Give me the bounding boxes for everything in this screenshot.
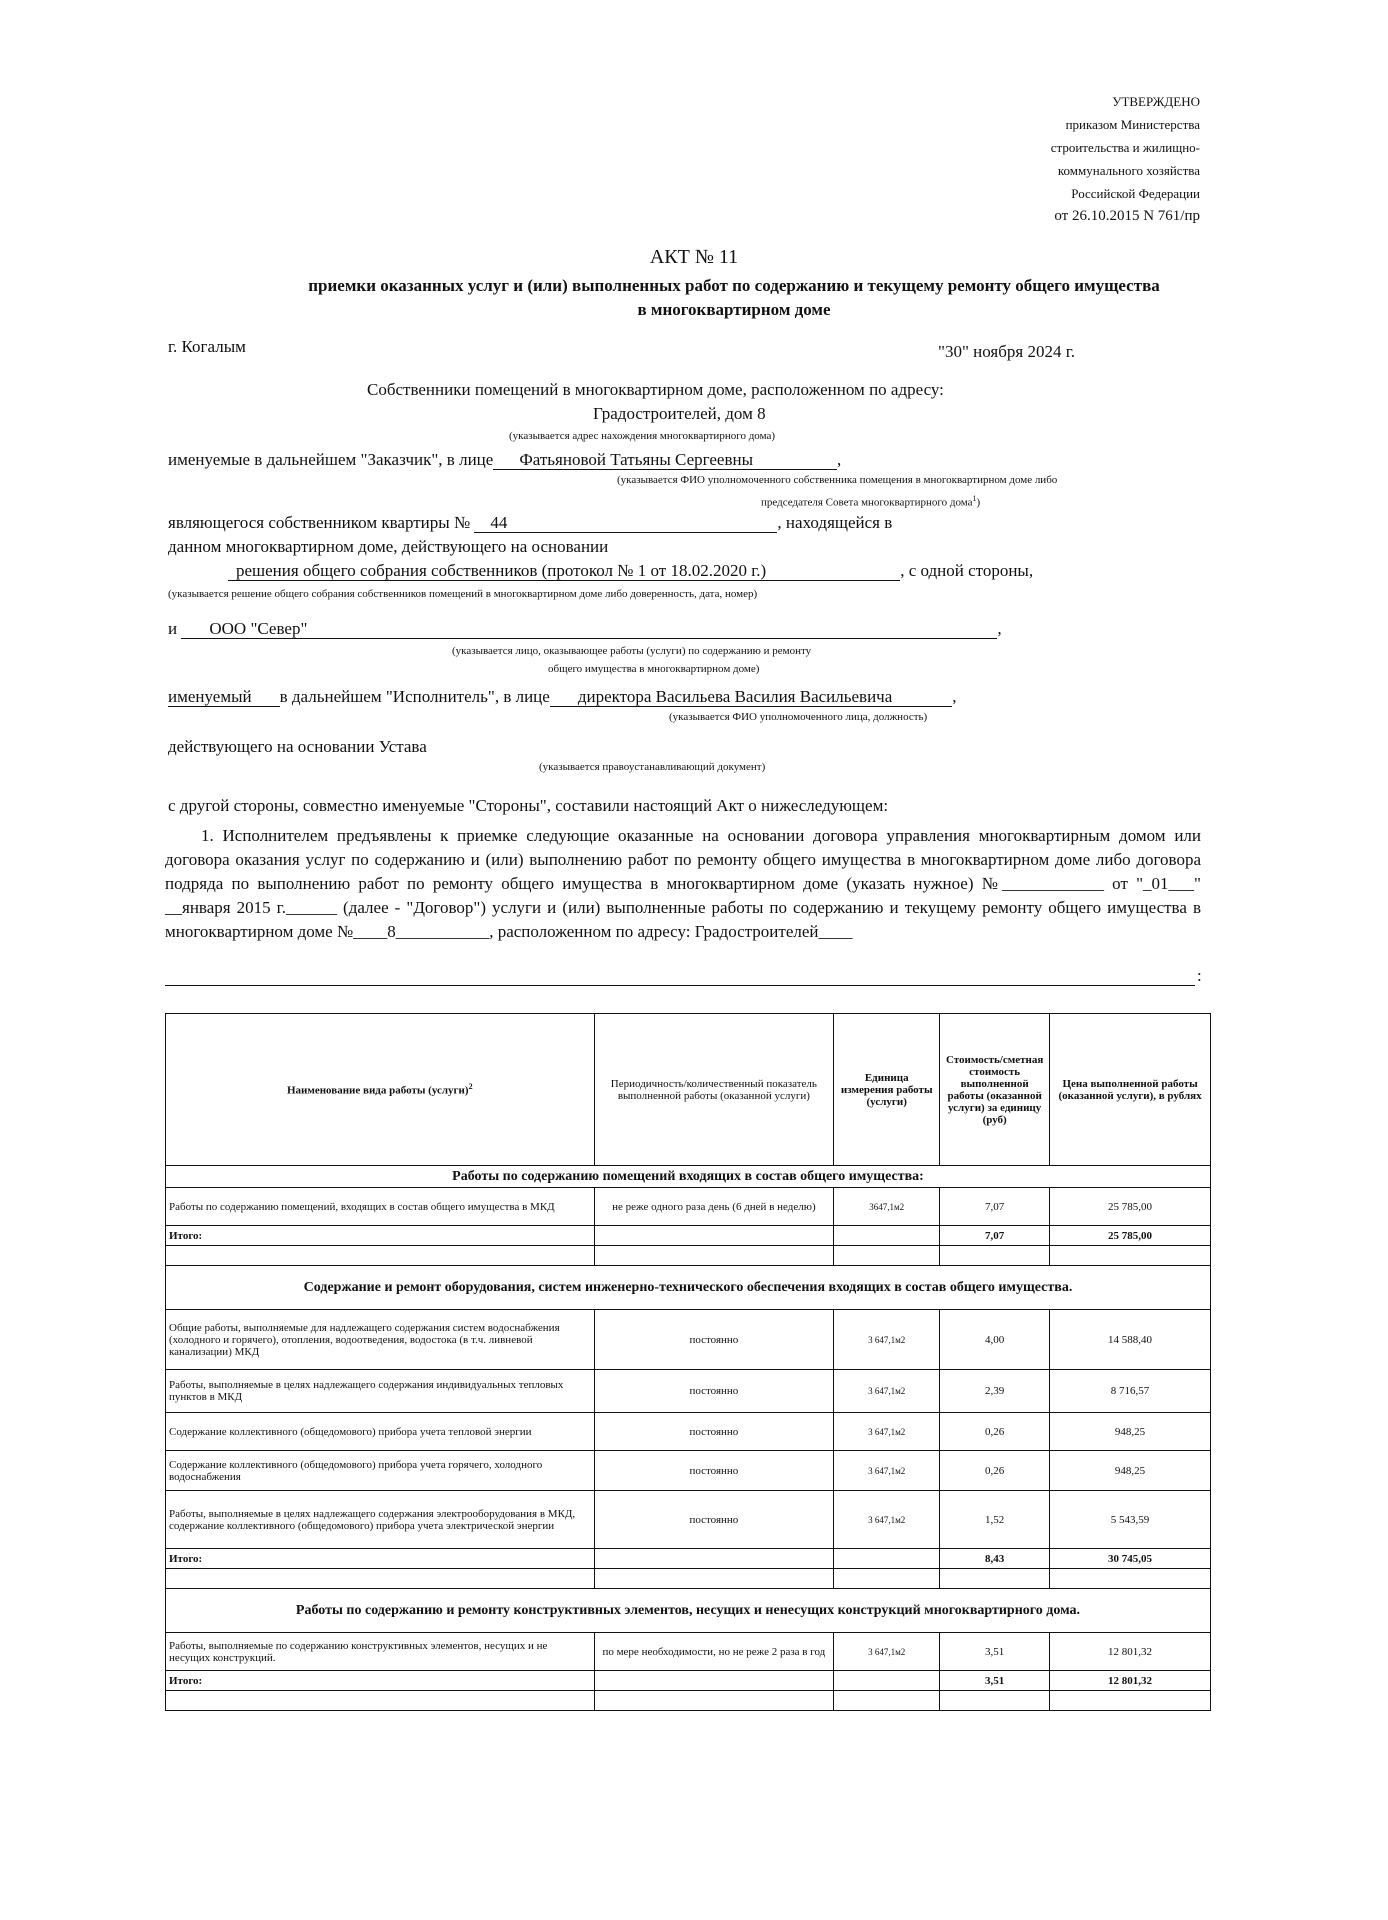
address-underline xyxy=(165,985,1195,986)
other-side: с другой стороны, совместно именуемые "Стороны", составили настоящий Акт о нижеследующем: xyxy=(168,796,889,815)
cell-period: постоянно xyxy=(594,1413,834,1451)
empty-cell xyxy=(594,1226,834,1246)
customer-hint-close: ) xyxy=(976,496,981,509)
section-title: Работы по содержанию и ремонту конструктивных элементов, несущих и ненесущих конструкций многоквартирного дома. xyxy=(166,1589,1211,1633)
table-header-row xyxy=(166,1014,1211,1166)
apartment-prefix: являющегося собственником квартиры № xyxy=(168,513,471,532)
header-name xyxy=(166,1014,595,1166)
footnote-mark: 1 xyxy=(972,494,977,503)
executor-middle: в дальнейшем "Исполнитель", в лице xyxy=(279,687,550,706)
cell-period: по мере необходимости, но не реже 2 раза в год xyxy=(594,1633,834,1671)
act-subtitle-2: в многоквартирном доме xyxy=(637,300,831,319)
contractor-name: ООО "Север" xyxy=(181,620,997,639)
basis-value-line xyxy=(228,561,1033,581)
cell-cost: 0,26 xyxy=(940,1451,1050,1491)
cell-cost: 1,52 xyxy=(940,1491,1050,1549)
total-row xyxy=(166,1671,1211,1691)
cell-unit: 3 647,1м2 xyxy=(834,1310,940,1370)
acting-basis: действующего на основании Устава xyxy=(168,737,427,756)
total-row xyxy=(166,1226,1211,1246)
header-name-text: Наименование вида работы (услуги) xyxy=(286,1084,469,1097)
section-row xyxy=(166,1589,1211,1633)
cell-unit: 3 647,1м2 xyxy=(834,1491,940,1549)
spacer-row xyxy=(166,1246,1211,1266)
cell-cost: 4,00 xyxy=(940,1310,1050,1370)
table-row xyxy=(166,1310,1211,1370)
place: г. Когалым xyxy=(168,337,246,356)
approval-line: строительства и жилищно- xyxy=(1050,140,1200,155)
executor-prefix: именуемый xyxy=(168,688,280,707)
empty-cell xyxy=(834,1549,940,1569)
table-row xyxy=(166,1451,1211,1491)
customer-hint-2 xyxy=(761,494,980,509)
table-row xyxy=(166,1413,1211,1451)
section-row xyxy=(166,1166,1211,1188)
approval-line: приказом Министерства xyxy=(1065,117,1200,132)
approval-line: УТВЕРЖДЕНО xyxy=(1112,94,1200,109)
cell-period: не реже одного раза день (6 дней в неделю) xyxy=(594,1188,834,1226)
header-period: Периодичность/количественный показатель выполненной работы (оказанной услуги) xyxy=(594,1014,834,1166)
cell-unit: 3 647,1м2 xyxy=(834,1633,940,1671)
works-table xyxy=(165,1013,1211,1711)
footnote-mark: 2 xyxy=(468,1082,473,1092)
cell-unit: 3 647,1м2 xyxy=(834,1413,940,1451)
owners-intro: Собственники помещений в многоквартирном доме, расположенном по адресу: xyxy=(367,380,944,399)
act-date: "30" ноября 2024 г. xyxy=(938,342,1075,361)
executor-line xyxy=(168,687,957,707)
cell-price: 948,25 xyxy=(1050,1451,1211,1491)
cell-name: Содержание коллективного (общедомового) прибора учета горячего, холодного водоснабжения xyxy=(166,1451,595,1491)
table-row xyxy=(166,1370,1211,1413)
approval-line: от 26.10.2015 N 761/пр xyxy=(1054,208,1200,224)
section-row xyxy=(166,1266,1211,1310)
cell-cost: 7,07 xyxy=(940,1188,1050,1226)
cell-name: Работы, выполняемые в целях надлежащего содержания электрооборудования в МКД, содержание коллективного (общедомового) прибора учета электрической энергии xyxy=(166,1491,595,1549)
cell-price: 948,25 xyxy=(1050,1413,1211,1451)
cell-price: 25 785,00 xyxy=(1050,1188,1211,1226)
total-cost: 7,07 xyxy=(940,1226,1050,1246)
table-row xyxy=(166,1188,1211,1226)
apartment-suffix: , находящейся в xyxy=(777,513,893,532)
table-row xyxy=(166,1491,1211,1549)
executor-person: директора Васильева Василия Васильевича xyxy=(550,688,952,707)
section-title: Содержание и ремонт оборудования, систем инженерно-технического обеспечения входящих в состав общего имущества. xyxy=(166,1266,1211,1310)
paragraph-end: : xyxy=(1197,966,1202,985)
cell-unit: 3 647,1м2 xyxy=(834,1451,940,1491)
cell-name: Общие работы, выполняемые для надлежащего содержания систем водоснабжения (холодного и горячего), отопления, водоотведения, водостока (в т.ч. ливневой канализации) МКД xyxy=(166,1310,595,1370)
cell-cost: 2,39 xyxy=(940,1370,1050,1413)
approval-line: коммунального хозяйства xyxy=(1057,163,1200,178)
contractor-hint: (указывается лицо, оказывающее работы (услуги) по содержанию и ремонту xyxy=(452,645,812,657)
cell-period: постоянно xyxy=(594,1491,834,1549)
total-cost: 8,43 xyxy=(940,1549,1050,1569)
cell-period: постоянно xyxy=(594,1370,834,1413)
cell-price: 8 716,57 xyxy=(1050,1370,1211,1413)
cell-unit: 3 647,1м2 xyxy=(834,1370,940,1413)
total-label: Итого: xyxy=(166,1671,595,1691)
header-cost: Стоимость/сметная стоимость выполненной работы (оказанной услуги) за единицу (руб) xyxy=(940,1014,1050,1166)
cell-price: 14 588,40 xyxy=(1050,1310,1211,1370)
table-row xyxy=(166,1633,1211,1671)
act-subtitle: приемки оказанных услуг и (или) выполненных работ по содержанию и текущему ремонту общего имущества xyxy=(308,276,1160,295)
cell-cost: 3,51 xyxy=(940,1633,1050,1671)
act-title: АКТ № 11 xyxy=(649,246,739,268)
empty-cell xyxy=(594,1549,834,1569)
spacer-row xyxy=(166,1569,1211,1589)
cell-unit: 3647,1м2 xyxy=(834,1188,940,1226)
total-price: 30 745,05 xyxy=(1050,1549,1211,1569)
basis-suffix: , с одной стороны, xyxy=(900,561,1034,580)
and-label: и xyxy=(168,619,178,638)
customer-hint: (указывается ФИО уполномоченного собственника помещения в многоквартирном доме либо xyxy=(617,474,1058,486)
empty-cell xyxy=(594,1671,834,1691)
total-price: 12 801,32 xyxy=(1050,1671,1211,1691)
total-row xyxy=(166,1549,1211,1569)
spacer-row xyxy=(166,1691,1211,1711)
cell-name: Содержание коллективного (общедомового) прибора учета тепловой энергии xyxy=(166,1413,595,1451)
customer-line xyxy=(168,450,841,470)
acting-hint: (указывается правоустанавливающий документ) xyxy=(539,761,766,773)
apartment-number: 44 xyxy=(474,514,777,533)
cell-period: постоянно xyxy=(594,1310,834,1370)
total-cost: 3,51 xyxy=(940,1671,1050,1691)
address-hint: (указывается адрес нахождения многоквартирного дома) xyxy=(509,430,776,442)
basis-line: данном многоквартирном доме, действующего на основании xyxy=(168,537,609,556)
cell-name: Работы по содержанию помещений, входящих в состав общего имущества в МКД xyxy=(166,1188,595,1226)
approval-block xyxy=(1051,90,1200,228)
address: Градостроителей, дом 8 xyxy=(593,404,766,423)
basis-value: решения общего собрания собственников (протокол № 1 от 18.02.2020 г.) xyxy=(228,562,900,581)
comma: , xyxy=(952,687,957,706)
header-unit: Единица измерения работы (услуги) xyxy=(834,1014,940,1166)
basis-hint: (указывается решение общего собрания собственников помещений в многоквартирном доме либо доверенность, дата, номер) xyxy=(168,588,758,600)
paragraph-1: 1. Исполнителем предъявлены к приемке следующие оказанные на основании договора управления многоквартирным домом или договора оказания услуг по содержанию и (или) выполнению работ по ремонту общего имущества в многоквартирном доме либо договора подряда по выполнению работ по ремонту общего имущества в многоквартирном доме (указать нужное) №____________ от "_01___" __января 2015 г.______ (далее - "Договор") услуги и (или) выполненные работы по содержанию и текущему ремонту общего имущества в многоквартирном доме №____8___________, расположенном по адресу: Градостроителей____ xyxy=(165,826,1201,941)
cell-period: постоянно xyxy=(594,1451,834,1491)
customer-hint-text: председателя Совета многоквартирного дома xyxy=(761,496,973,509)
cell-name: Работы, выполняемые в целях надлежащего содержания индивидуальных тепловых пунктов в МКД xyxy=(166,1370,595,1413)
customer-name: Фатьяновой Татьяны Сергеевны xyxy=(493,451,837,470)
total-label: Итого: xyxy=(166,1549,595,1569)
cell-name: Работы, выполняемые по содержанию конструктивных элементов, несущих и не несущих конструкций. xyxy=(166,1633,595,1671)
total-label: Итого: xyxy=(166,1226,595,1246)
cell-price: 5 543,59 xyxy=(1050,1491,1211,1549)
contractor-hint-2: общего имущества в многоквартирном доме) xyxy=(548,663,760,675)
empty-cell xyxy=(834,1671,940,1691)
customer-prefix: именуемые в дальнейшем "Заказчик", в лице xyxy=(168,450,494,469)
header-price: Цена выполненной работы (оказанной услуги), в рублях xyxy=(1050,1014,1211,1166)
cell-cost: 0,26 xyxy=(940,1413,1050,1451)
total-price: 25 785,00 xyxy=(1050,1226,1211,1246)
empty-cell xyxy=(834,1226,940,1246)
comma: , xyxy=(837,450,842,469)
executor-hint: (указывается ФИО уполномоченного лица, должность) xyxy=(669,711,928,723)
comma: , xyxy=(997,619,1002,638)
approval-line: Российской Федерации xyxy=(1071,186,1200,201)
contractor-line xyxy=(168,619,1002,639)
cell-price: 12 801,32 xyxy=(1050,1633,1211,1671)
section-title: Работы по содержанию помещений входящих в состав общего имущества: xyxy=(166,1166,1211,1188)
apartment-line xyxy=(168,513,892,533)
